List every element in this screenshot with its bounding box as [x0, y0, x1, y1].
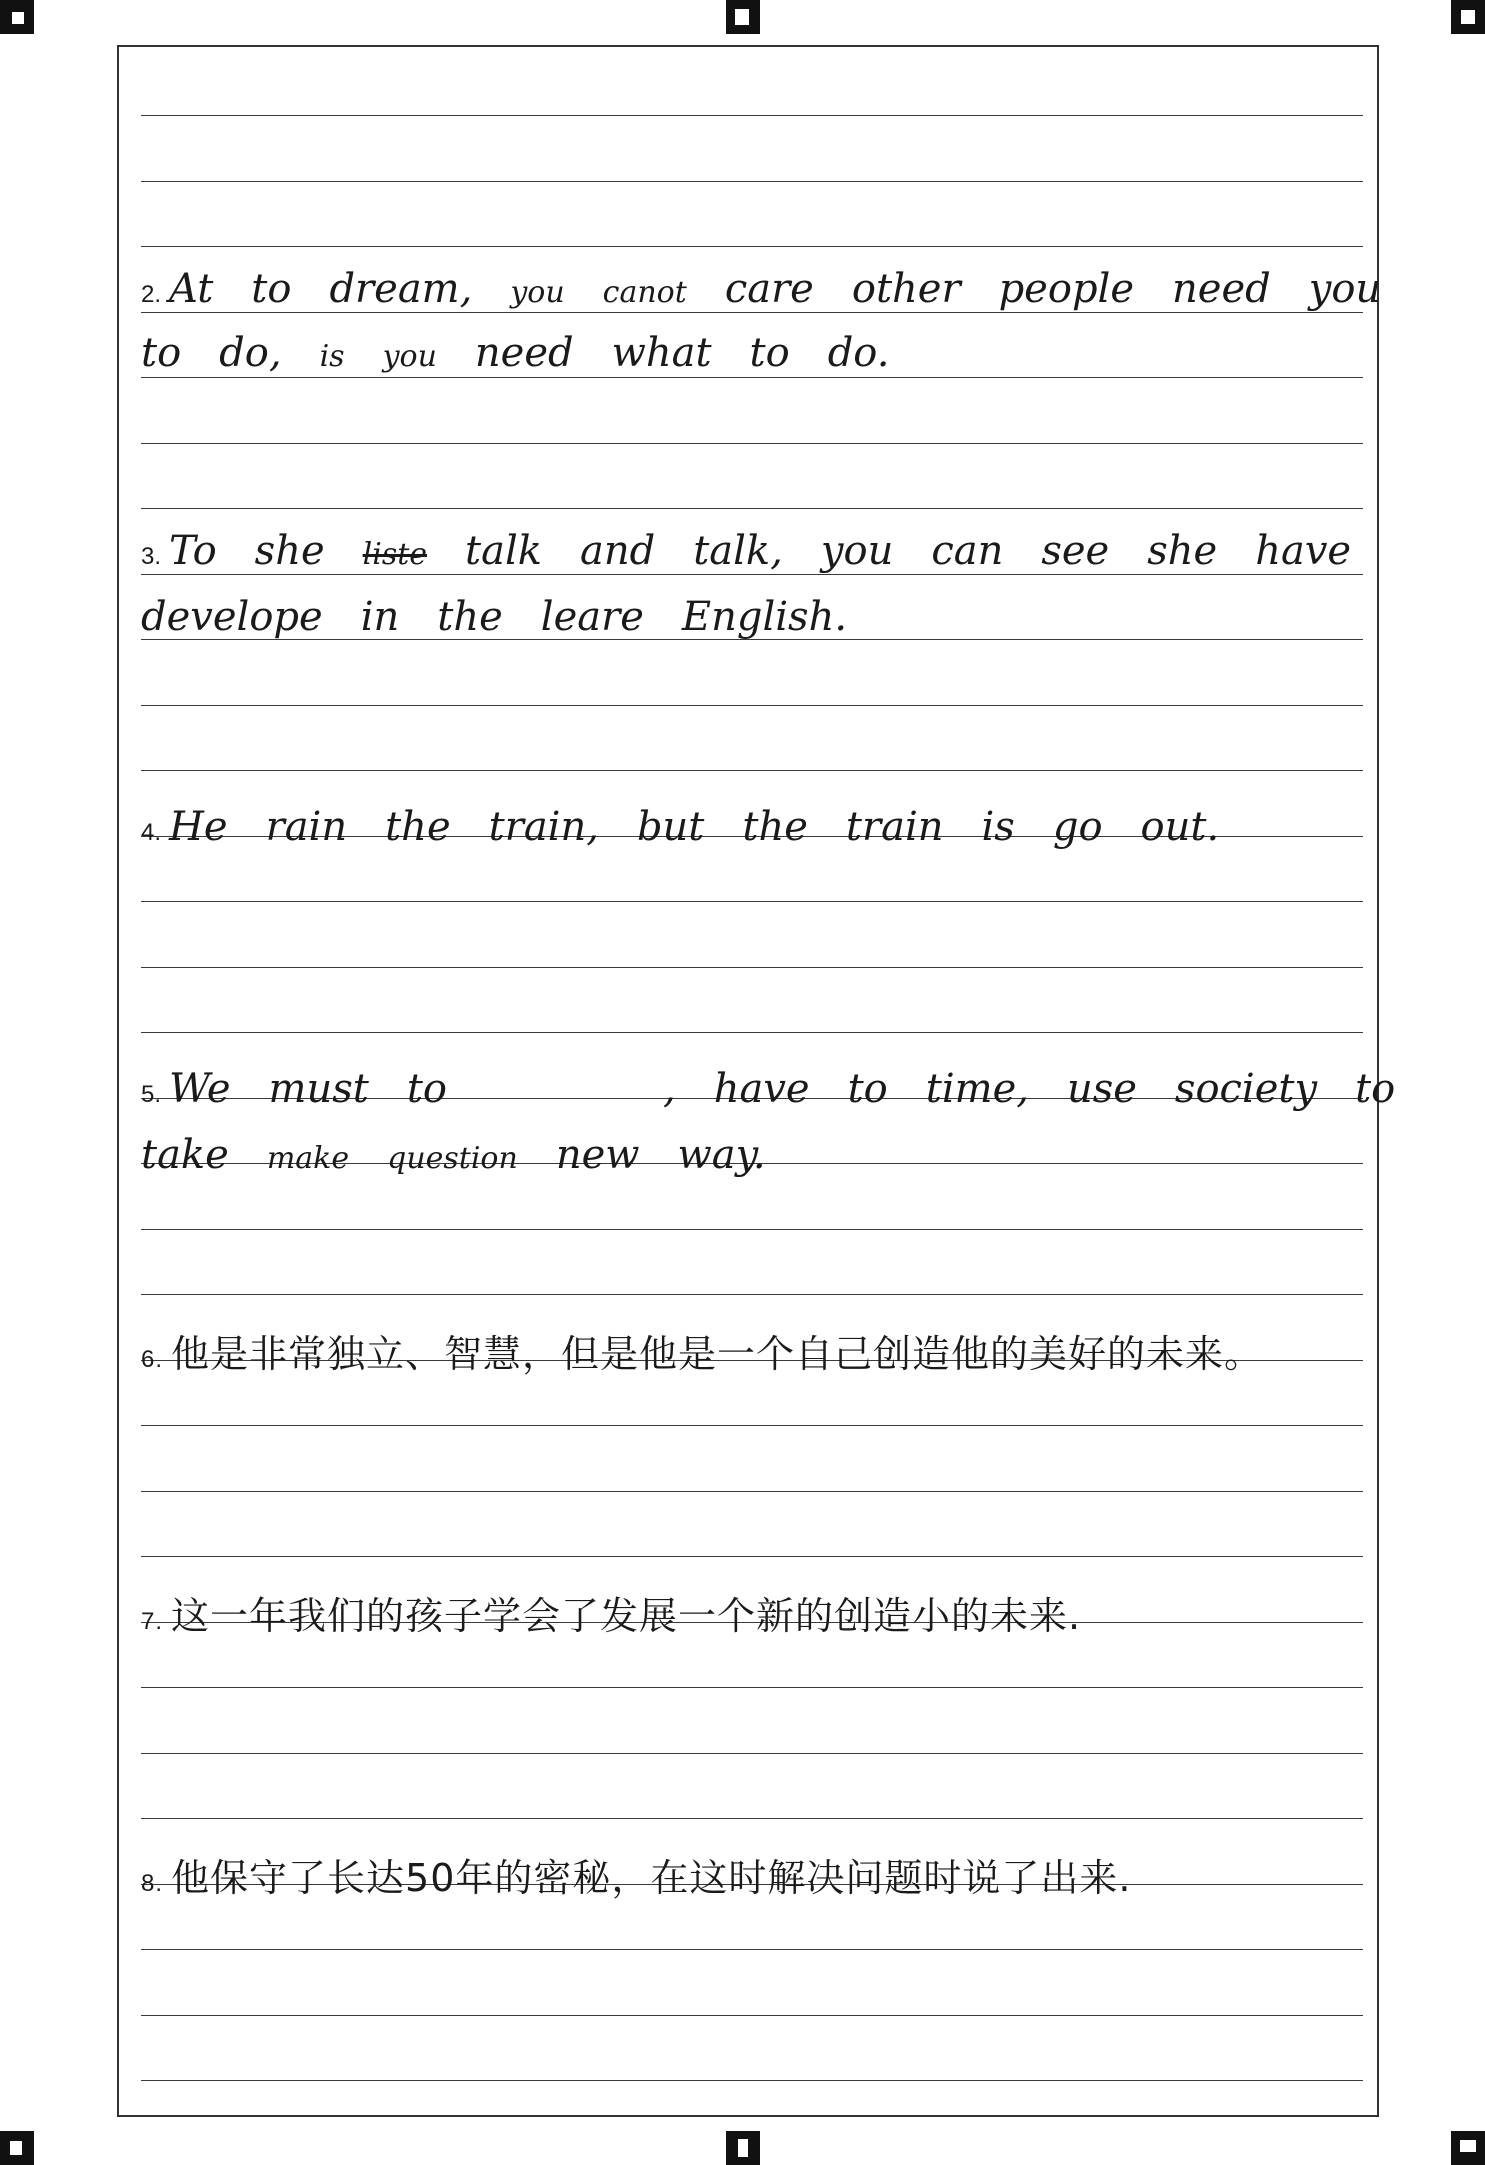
answer-number: 5. — [141, 1081, 162, 1108]
answer-word: to — [406, 1066, 447, 1112]
ruled-line — [141, 901, 1363, 902]
ruled-line — [141, 181, 1363, 182]
answer-word: way. — [677, 1132, 766, 1178]
answer-3-line-2 — [141, 594, 885, 640]
answer-8-line-1 — [141, 1856, 1132, 1900]
answer-word: to — [1355, 1066, 1396, 1112]
answer-word: go — [1052, 804, 1103, 850]
ruled-line — [141, 2015, 1363, 2016]
crossed-out-word: liste — [362, 537, 428, 572]
answer-word: the — [742, 804, 808, 850]
answer-word: to — [141, 330, 182, 376]
corner-marker-top-center — [726, 0, 760, 34]
answer-2-line-1 — [141, 266, 1419, 312]
answer-5-line-2 — [141, 1132, 804, 1178]
answer-word: new — [555, 1132, 640, 1178]
answer-word: dream, — [329, 266, 473, 312]
ruled-line — [141, 1032, 1363, 1033]
answer-word: leare — [540, 594, 644, 640]
ruled-line — [141, 705, 1363, 706]
answer-word: other — [851, 266, 961, 312]
answer-word: talk, — [693, 528, 783, 574]
answer-word: take — [141, 1132, 229, 1178]
ruled-line — [141, 508, 1363, 509]
ruled-line — [141, 377, 1363, 378]
answer-word: she — [254, 528, 325, 574]
answer-word: people — [998, 266, 1135, 312]
answer-number: 6. — [141, 1346, 164, 1373]
answer-word: have — [1255, 528, 1352, 574]
answer-word: care — [724, 266, 814, 312]
answer-word: can — [931, 528, 1004, 574]
answer-6-line-1 — [141, 1332, 1264, 1376]
corner-marker-bottom-center — [726, 2131, 760, 2165]
answer-word: you — [820, 528, 894, 574]
corner-marker-top-right — [1451, 0, 1485, 34]
answer-word: but — [636, 804, 705, 850]
ruled-line — [141, 1753, 1363, 1754]
answer-word: do. — [827, 330, 890, 376]
answer-word: need — [1172, 266, 1271, 312]
answer-word: To — [169, 528, 217, 574]
answer-word: you — [510, 275, 565, 310]
ruled-line — [141, 443, 1363, 444]
ruled-line — [141, 1818, 1363, 1819]
answer-word: We — [169, 1066, 231, 1112]
answer-word: train — [845, 804, 944, 850]
answer-word: in — [360, 594, 400, 640]
answer-word: use — [1066, 1066, 1137, 1112]
ruled-line — [141, 246, 1363, 247]
answer-word: rain — [265, 804, 348, 850]
answer-word: talk — [465, 528, 542, 574]
answer-4-line-1 — [141, 804, 1257, 850]
answer-number: 7. — [141, 1608, 164, 1635]
answer-number: 2. — [141, 281, 162, 308]
ruled-line — [141, 1491, 1363, 1492]
ruled-line — [141, 1687, 1363, 1688]
corner-marker-bottom-left — [0, 2131, 34, 2165]
ruled-line — [141, 115, 1363, 116]
answer-word: the — [437, 594, 503, 640]
answer-word: make — [266, 1141, 350, 1176]
answer-word: the — [385, 804, 451, 850]
answer-word: what — [611, 330, 712, 376]
ruled-line — [141, 967, 1363, 968]
answer-number: 4. — [141, 819, 162, 846]
answer-word: and — [580, 528, 656, 574]
answer-word: need — [474, 330, 574, 376]
answer-word: time, — [925, 1066, 1029, 1112]
answer-word: see — [1041, 528, 1110, 574]
answer-word: develope — [141, 594, 323, 640]
answer-3-line-1 — [141, 528, 1389, 574]
answer-word: is — [319, 339, 345, 374]
ruled-line — [141, 1949, 1363, 1950]
answer-word: must — [268, 1066, 369, 1112]
answer-word: He — [169, 804, 228, 850]
ruled-line — [141, 1556, 1363, 1557]
answer-word: canot — [602, 275, 687, 310]
answer-word: out. — [1140, 804, 1220, 850]
answer-word: English. — [681, 594, 848, 640]
answer-2-line-2 — [141, 330, 927, 376]
answer-number: 8. — [141, 1870, 164, 1897]
ruled-line — [141, 1425, 1363, 1426]
ruled-line — [141, 1294, 1363, 1295]
answer-word: society — [1174, 1066, 1318, 1112]
answer-word: question — [387, 1141, 518, 1176]
answer-sheet — [117, 45, 1396, 2117]
answer-word: , — [663, 1066, 676, 1112]
ruled-line — [141, 770, 1363, 771]
answer-text: 这一年我们的孩子学会了发展一个新的创造小的未来. — [171, 1594, 1082, 1638]
answer-7-line-1 — [141, 1594, 1082, 1638]
answer-number: 3. — [141, 543, 162, 570]
answer-word: you — [382, 339, 437, 374]
answer-word: to — [847, 1066, 888, 1112]
answer-word: to — [749, 330, 790, 376]
corner-marker-bottom-right — [1451, 2131, 1485, 2165]
answer-word: train, — [488, 804, 599, 850]
answer-word: have — [713, 1066, 810, 1112]
answer-text: 他保守了长达50年的密秘，在这时解决问题时说了出来. — [171, 1856, 1132, 1900]
ruled-line — [141, 2080, 1363, 2081]
answer-word: she — [1147, 528, 1218, 574]
answer-5-line-1 — [141, 1066, 1433, 1112]
answer-word: to — [251, 266, 292, 312]
answer-word: At — [169, 266, 214, 312]
ruled-line — [141, 1229, 1363, 1230]
answer-text: 他是非常独立、智慧，但是他是一个自己创造他的美好的未来。 — [171, 1332, 1264, 1376]
answer-word: is — [981, 804, 1015, 850]
answer-word: do, — [219, 330, 282, 376]
answer-word: you — [1308, 266, 1382, 312]
corner-marker-top-left — [0, 0, 34, 34]
